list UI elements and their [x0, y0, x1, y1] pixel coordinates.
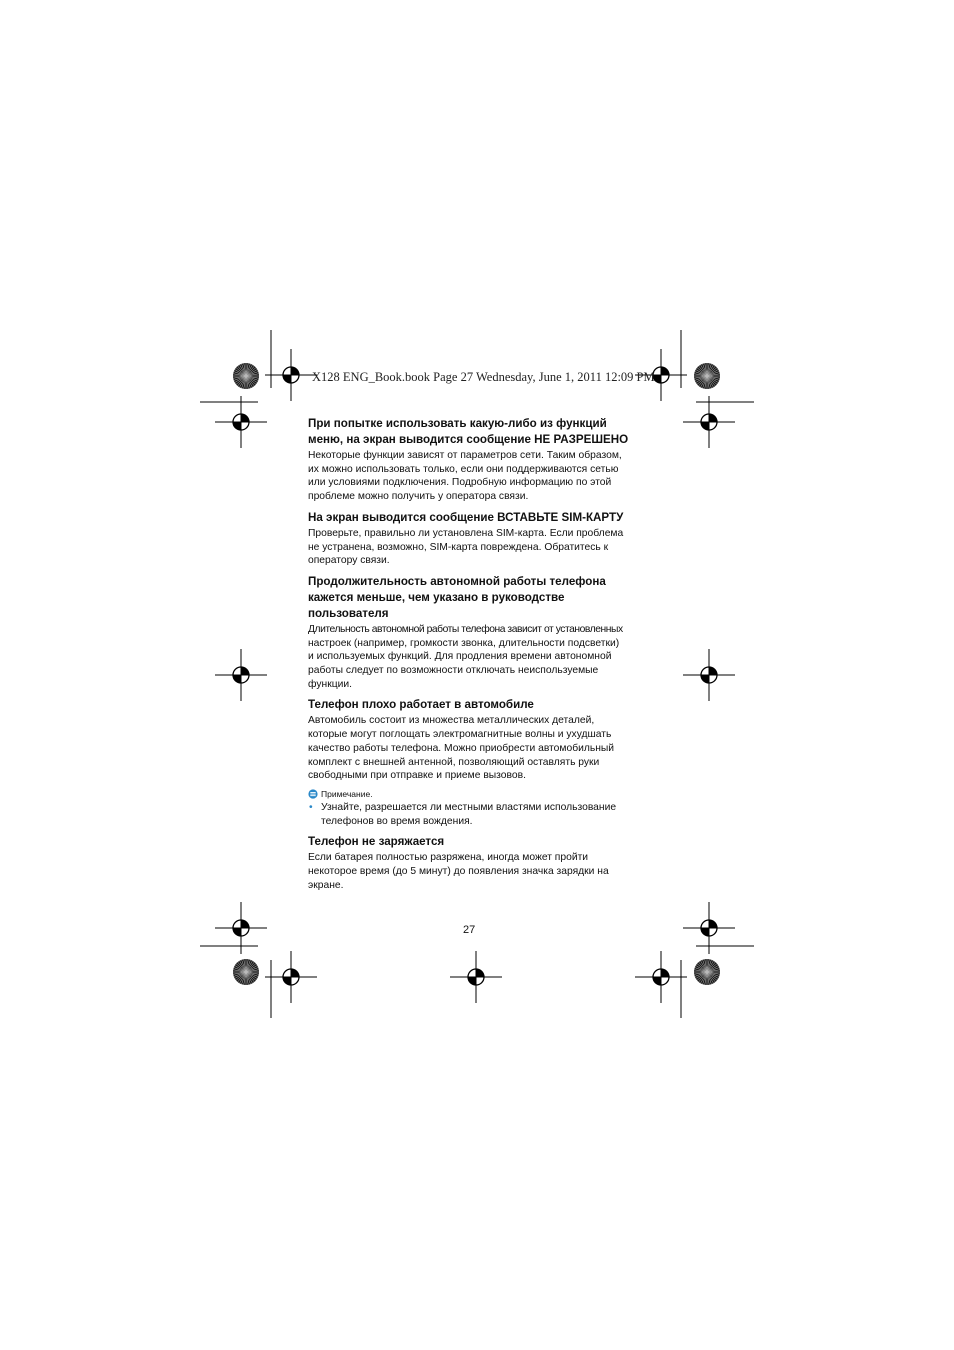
print-header: X128 ENG_Book.book Page 27 Wednesday, June 1, 2011 12:09 PM — [312, 370, 655, 384]
color-target-icon — [233, 363, 259, 389]
color-target-icon — [233, 959, 259, 985]
note-icon — [308, 789, 318, 799]
section-title: Телефон не заряжается — [308, 835, 445, 849]
registration-mark-icon — [683, 649, 735, 701]
bullet-mark: • — [309, 801, 313, 813]
section-text: Проверьте, правильно ли установлена SIM-карта. Если проблема не устранена, возможно, SIM-карта повреждена. Обратитесь к оператору связи. — [308, 527, 624, 567]
page-number: 27 — [463, 924, 476, 936]
section-title: При попытке использовать какую-либо из функций меню, на экран выводится сообщение НЕ РАЗРЕШЕНО — [308, 417, 629, 446]
section-not-charging — [308, 834, 634, 892]
section-title: Продолжительность автономной работы телефона кажется меньше, чем указано в руководстве пользователя — [308, 574, 606, 620]
registration-mark-icon — [635, 951, 687, 1003]
note-label: Примечание. — [321, 788, 373, 799]
registration-mark-icon — [265, 951, 317, 1003]
page-content — [308, 416, 634, 898]
section-battery-life — [308, 574, 634, 692]
registration-mark-icon — [265, 349, 317, 401]
registration-mark-icon — [450, 951, 502, 1003]
section-insert-sim — [308, 510, 634, 568]
section-title: На экран выводится сообщение ВСТАВЬТЕ SIM-КАРТУ — [308, 510, 624, 524]
registration-mark-icon — [683, 396, 735, 448]
note — [308, 789, 634, 799]
section-text: Автомобиль состоит из множества металлических деталей, которые могут поглощать электромагнитные волны и ухудшать качество работы телефона. Можно приобрести автомобильный комплект с внешней антенной, позволяющий оставлять руки свободными при отправке и приеме вызовов. — [308, 715, 615, 782]
note-bullet-item — [308, 801, 634, 828]
color-target-icon — [694, 363, 720, 389]
registration-mark-icon — [215, 649, 267, 701]
section-text: Длительность автономной работы телефона зависит от установленных настроек (например, громкости звонка, длительности подсветки) и используемых функций. Для продления времени автономной работы следует по возможности отключать неиспользуемые функции. — [308, 623, 623, 690]
section-text: Если батарея полностью разряжена, иногда может пройти некоторое время (до 5 минут) до появления значка зарядки на экране. — [308, 852, 609, 891]
section-title: Телефон плохо работает в автомобиле — [308, 698, 534, 712]
registration-mark-icon — [215, 396, 267, 448]
note-text: Узнайте, разрешается ли местными властями использование телефонов во время вождения. — [321, 801, 617, 827]
section-not-allowed — [308, 416, 634, 504]
section-car — [308, 697, 634, 828]
section-text: Некоторые функции зависят от параметров сети. Таким образом, их можно использовать только, если они поддерживаются сетью или условиями подключения. Подробную информацию по этой проблеме можно получить у оператора связи. — [308, 450, 622, 503]
color-target-icon — [694, 959, 720, 985]
